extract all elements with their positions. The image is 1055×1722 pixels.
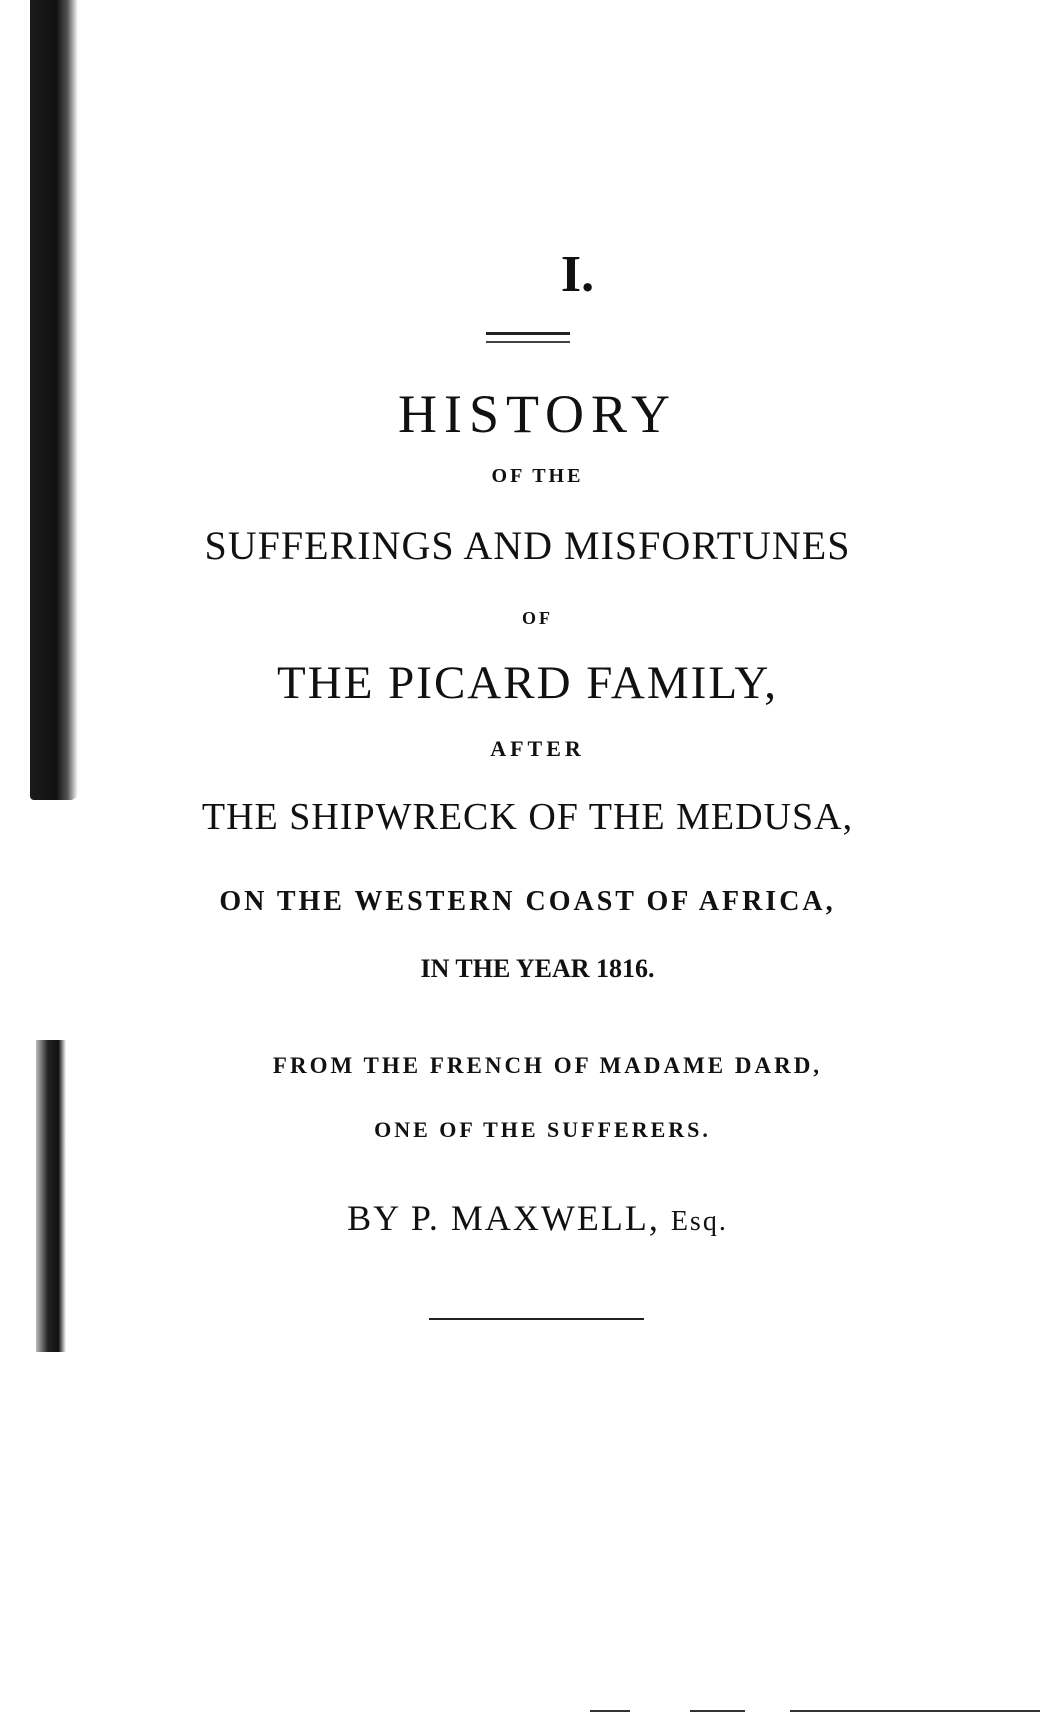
title-family: THE PICARD FAMILY, (277, 657, 778, 709)
volume-number: I. (560, 246, 595, 303)
title-source-note: ONE OF THE SUFFERERS. (374, 1117, 711, 1142)
author-name: BY P. MAXWELL, (347, 1198, 660, 1238)
scan-mark-2 (690, 1710, 745, 1712)
end-rule (429, 1318, 644, 1320)
title-author (0, 1197, 1055, 1239)
title-location: ON THE WESTERN COAST OF AFRICA, (219, 886, 836, 917)
title-of-the: OF THE (491, 465, 584, 487)
binding-shadow-bottom (36, 1040, 66, 1352)
title-source: FROM THE FRENCH OF MADAME DARD, (272, 1053, 823, 1078)
title-history: HISTORY (397, 384, 678, 444)
scan-mark-3 (790, 1710, 1040, 1712)
title-event: THE SHIPWRECK OF THE MEDUSA, (201, 796, 854, 838)
title-year: IN THE YEAR 1816. (420, 954, 655, 983)
ornament-rule (486, 332, 570, 343)
title-after: AFTER (490, 736, 585, 761)
title-of: OF (522, 608, 553, 628)
scan-mark-1 (590, 1710, 630, 1712)
title-subject: SUFFERINGS AND MISFORTUNES (204, 523, 851, 568)
author-suffix: Esq. (670, 1206, 728, 1237)
